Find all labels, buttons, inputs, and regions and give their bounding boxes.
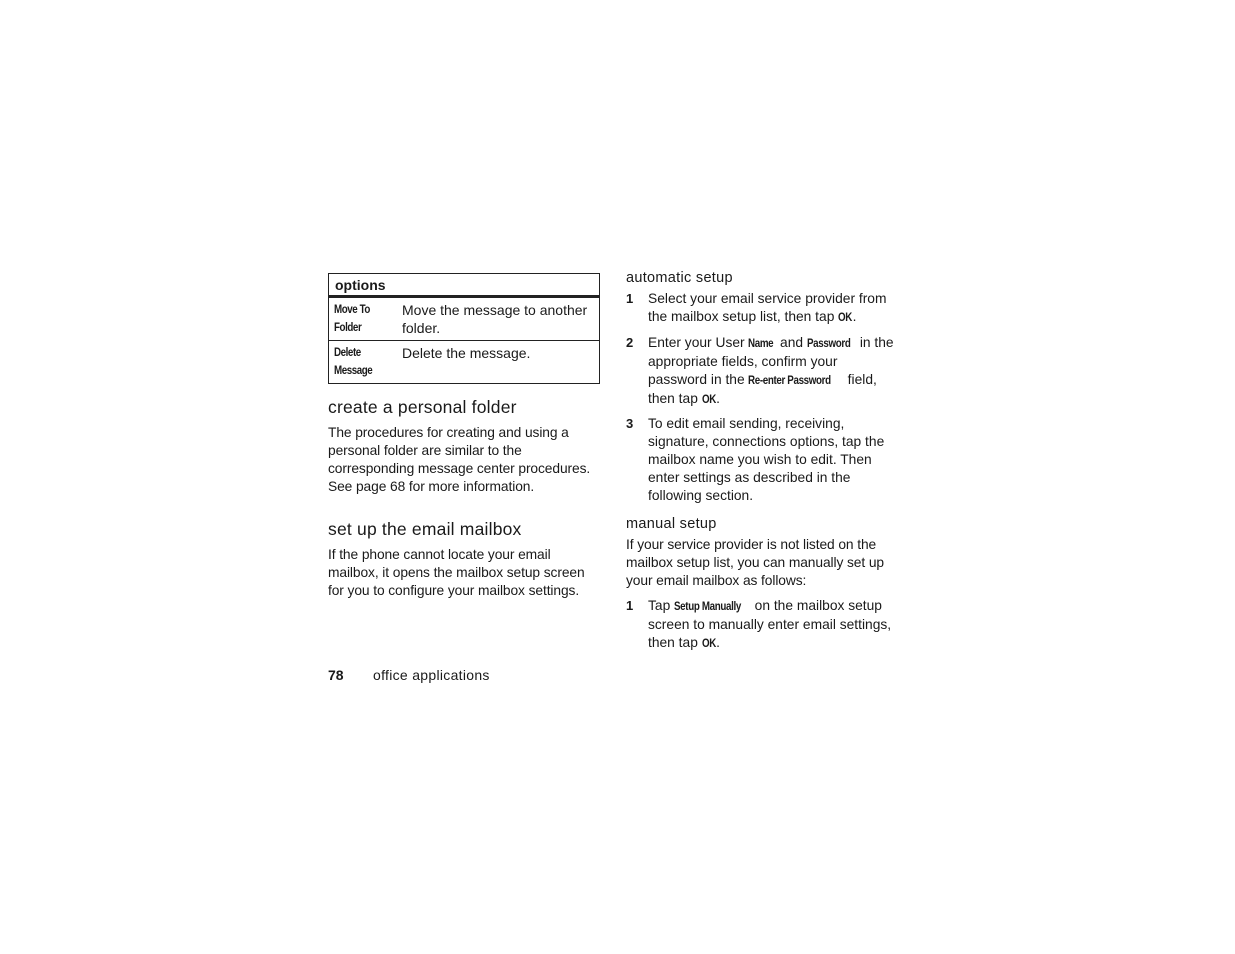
page-footer: [328, 665, 490, 685]
personal-folder-body: The procedures for creating and using a personal folder are similar to the corresponding message center procedures. See page 68 for more information.: [328, 425, 591, 494]
personal-folder-heading: create a personal folder: [328, 397, 517, 417]
setup-manually-keyword: Setup Manually: [674, 601, 742, 613]
page-number: 78: [328, 667, 344, 683]
options-row-move-to-folder: [329, 297, 599, 340]
automatic-setup-heading: automatic setup: [626, 270, 733, 286]
footer-section-title: office applications: [373, 667, 490, 683]
email-mailbox-body: If the phone cannot locate your email mailbox, it opens the mailbox setup screen for you to configure your mailbox settings.: [328, 547, 585, 598]
option-key: Move To Folder: [334, 304, 370, 334]
step-number: 3: [626, 416, 634, 431]
step-number: 2: [626, 335, 634, 350]
password-keyword: Password: [806, 338, 851, 350]
ok-keyword: OK: [701, 638, 716, 650]
options-table-header: options: [329, 274, 599, 297]
manual-step-1: 1 Tap Setup Manually on the mailbox setup screen to manually enter email settings, then tap OK.: [626, 597, 896, 653]
left-column: [328, 273, 598, 600]
email-mailbox-heading: set up the email mailbox: [328, 519, 522, 539]
reenter-password-keyword: Re-enter Password: [748, 375, 832, 387]
right-column: [626, 268, 896, 653]
auto-step-3: 3 To edit email sending, receiving, signature, connections options, tap the mailbox name you wish to edit. Then enter settings as described in the following section.: [626, 416, 885, 503]
ok-keyword: OK: [838, 312, 853, 324]
auto-step-1: 1 Select your email service provider from the mailbox setup list, then tap OK.: [626, 290, 896, 327]
options-row-delete-message: [329, 340, 599, 383]
option-description: Delete the message.: [402, 345, 531, 361]
ok-keyword: OK: [701, 394, 716, 406]
option-description: Move the message to another folder.: [402, 302, 588, 336]
step-number: 1: [626, 291, 634, 306]
option-key: Delete Message: [334, 347, 373, 377]
options-table: [328, 273, 600, 384]
manual-setup-body: If your service provider is not listed on the mailbox setup list, you can manually set up your email mailbox as follows:: [626, 537, 884, 588]
step-number: 1: [626, 598, 634, 613]
manual-setup-heading: manual setup: [626, 516, 717, 532]
auto-step-2: 2 Enter your User Name and Password in the appropriate fields, confirm your password in the Re-enter Password field, then tap OK.: [626, 334, 896, 409]
name-keyword: Name: [748, 338, 774, 350]
